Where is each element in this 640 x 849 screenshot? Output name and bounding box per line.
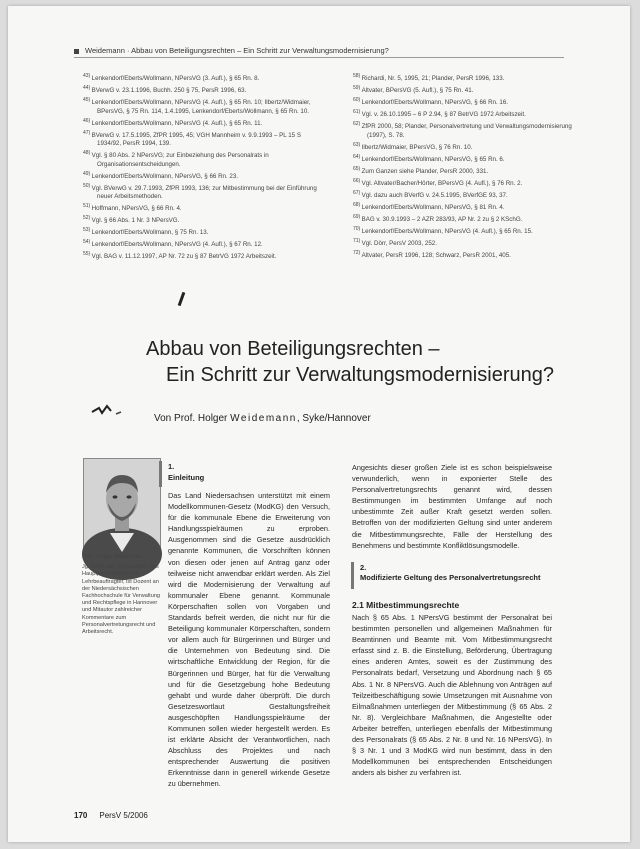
footnote (353, 189, 588, 200)
footnote-text: Vgl. § 66 Abs. 1 Nr. 3 NPersVG. (91, 217, 180, 225)
footnote (83, 202, 318, 213)
footnote-marker: 54) (83, 239, 92, 246)
footnote-marker: 65) (353, 165, 362, 172)
footnote-marker: 63) (353, 141, 362, 148)
footnote (353, 213, 588, 224)
header-rule (74, 57, 564, 58)
footnote-text: Lenkendorf/Eberts/Wollmann, NPersVG, § 66 Rn. 23. (91, 172, 239, 180)
footnote-marker: 52) (83, 215, 92, 222)
page-number: 170 (74, 811, 88, 820)
footnote-text: Lenkendorf/Eberts/Wollmann, NPersVG (3. Aufl.), § 65 Rn. 8. (91, 75, 260, 83)
footnote-marker: 50) (83, 182, 92, 189)
article-title-line-2: Ein Schritt zur Verwaltungsmodernisierung? (166, 364, 554, 386)
footnote (83, 72, 318, 83)
footnotes-right-column (353, 72, 588, 261)
footnote-text: Vgl. BVerwG v. 29.7.1993, ZfPR 1993, 136; zur Mitbestimmung bei der Einführung neuer Arbeitsmethoden. (91, 184, 317, 201)
footnote-text: BVerwG v. 17.5.1995, ZfPR 1995, 45; VGH Mannheim v. 9.9.1993 – PL 15 S 1934/92, PersR 1994, 139. (91, 131, 301, 148)
footnote-marker: 49) (83, 170, 92, 177)
footnote (353, 108, 588, 119)
footnote-marker: 55) (83, 251, 92, 258)
footnote-marker: 60) (353, 97, 362, 104)
footnote (353, 72, 588, 83)
footnote-marker: 69) (353, 214, 362, 221)
section-1-bar (159, 461, 162, 487)
footnote (353, 237, 588, 248)
footnote-text: Zum Ganzen siehe Plander, PersR 2000, 331. (361, 167, 489, 175)
footnote-marker: 48) (83, 150, 92, 157)
footnote (83, 250, 318, 261)
footnote-marker: 61) (353, 109, 362, 116)
author-caption-bio: Jg. 1954, war Vorsitzender des Hauptpersonalrats und Lehrbeauftragter, ist Dozent an der Niedersächsischen Fachhochschule für Verwaltung und Rechtspflege in Hannover und Mitautor zahlreicher Kommentare zum Personalvertretungsrecht und Arbeitsrecht. (82, 564, 161, 636)
section-2-1-text: Nach § 65 Abs. 1 NPersVG bestimmt der Personalrat bei bestimmten personellen und allgemeinen Maßnahmen für Beamtinnen und Beamte mit. Vom Mitbestimmungsrecht erfasst sind z. B. die Einstellung, Beförderung, Übertragung eines anderen Amtes, soweit es der Zustimmung des Personalrats bedarf, Versetzung und Abordnung nach § 65 Abs. 1 Nr. 8 NPersVG. Auch die Ablehnung von Anträgen auf Teilzeitbeschäftigung sowie Umsetzungen mit Ausnahme von Eilmaßnahmen unterliegen der Mitbestimmung (§ 65 Abs. 2 Nr. 8). Vergleichbare Maßnahmen, die Angestellte oder Arbeiter betreffen, unterliegen ebenfalls der Mitbestimmung des Personalrats (§ 65 Abs. 2 Nr. 8 und Nr. 16 NPersVG). In § 3 Nr. 1 und 3 ModKG wird nun bestimmt, dass in den Modellkommunen bei entsprechenden Entscheidungen anders als bisher zu verfahren ist. (352, 613, 552, 778)
footnote-text: Lenkendorf/Eberts/Wollmann, NPersVG (4. Aufl.), § 67 Rn. 12. (91, 241, 263, 249)
footnote (83, 129, 318, 149)
author-name: Weidemann (230, 413, 297, 424)
footnote-marker: 64) (353, 153, 362, 160)
author-photo (83, 458, 161, 553)
footnote-marker: 44) (83, 85, 92, 92)
footnote-text: ZfPR 2000, 58; Plander, Personalvertretung und Verwaltungsmodernisierung (1997), S. 78. (361, 123, 572, 139)
footnote-text: Vgl. Dörr, PersV 2003, 252. (361, 240, 437, 248)
right-intro-text: Angesichts dieser großen Ziele ist es schon beispielsweise verwunderlich, wenn in exponierter Stelle des Personalvertretungsrechts genannt wird, dessen Bestimmungen im bestimmten Umfange auf noch unbestimmte Zeit außer Kraft gesetzt werden sollen. Betroffen von der modifizierten Geltung sind unter anderem die Mitbestimmungsrechte, Fälle der Herstellung des Benehmens und bestimmte Konfliktlösungsmodelle. (352, 463, 552, 550)
footnote (83, 96, 318, 116)
footnote (353, 249, 588, 260)
footnote-text: Vgl. BAG v. 11.12.1997, AP Nr. 72 zu § 87 BetrVG 1972 Arbeitszeit. (91, 253, 277, 261)
footnote (83, 214, 318, 225)
page-footer (74, 811, 148, 820)
byline-suffix: , Syke/Hannover (296, 413, 371, 424)
footnote (353, 165, 588, 176)
author-caption (82, 554, 162, 636)
footnote (83, 238, 318, 249)
footnote-text: Vgl. Altvater/Bacher/Hörter, BPersVG (4. Aufl.), § 76 Rn. 2. (361, 179, 523, 187)
byline (154, 413, 371, 424)
footnote-marker: 68) (353, 202, 362, 209)
footnote (83, 117, 318, 128)
footnote-text: BAG v. 30.9.1993 – 2 AZR 283/93, AP Nr. 2 zu § 2 KSchG. (361, 216, 523, 224)
footnote-text: Lenkendorf/Eberts/Wollmann, NPersVG (4. Aufl.), § 65 Rn. 10; Ilbertz/Widmaier, BPersVG, § 75 Rn. 114, 1.4.1995, Lenkendorf/Eberts/Wollmann, § 65 Rn. 10. (91, 99, 311, 115)
footnote-marker: 43) (83, 73, 92, 79)
footnote (353, 84, 588, 95)
footnote (353, 153, 588, 164)
footnote-marker: 71) (353, 238, 362, 245)
article-title (146, 336, 566, 388)
footnote-marker: 46) (83, 117, 92, 124)
footnote (353, 177, 588, 188)
author-caption-name: Prof. Holger Weidemann (82, 554, 144, 560)
footnote-text: Lenkendorf/Eberts/Wollmann, § 75 Rn. 13. (91, 229, 209, 237)
footnote-marker: 59) (353, 85, 362, 92)
footnote (83, 182, 318, 202)
footnote-text: Altvater, BPersVG (5. Aufl.), § 75 Rn. 41. (361, 87, 474, 95)
footnote-marker: 58) (353, 73, 362, 79)
section-2-1-title: 2.1 Mitbestimmungsrechte (352, 600, 460, 610)
header-square-icon (74, 49, 79, 54)
footnote (83, 149, 318, 169)
footnote-text: Lenkendorf/Eberts/Wollmann, NPersVG, § 66 Rn. 16. (361, 99, 509, 107)
footnote-marker: 67) (353, 189, 362, 196)
footnote-text: Richardi, Nr. 5, 1995, 21; Plander, PersR 1996, 133. (361, 75, 505, 83)
footnote-marker: 70) (353, 226, 362, 233)
byline-prefix: Von Prof. Holger (154, 413, 228, 424)
footnote-marker: 66) (353, 177, 362, 184)
section-1-number: 1. (168, 462, 175, 471)
footnote (353, 225, 588, 236)
footnote-text: Lenkendorf/Eberts/Wollmann, NPersVG, § 81 Rn. 4. (361, 204, 505, 212)
journal-page (8, 6, 630, 842)
footnote-marker: 53) (83, 227, 92, 234)
section-1-title: Einleitung (168, 473, 205, 482)
footnote (353, 141, 588, 152)
article-title-line-1: Abbau von Beteiligungsrechten – (146, 338, 440, 360)
footnote-text: Vgl. § 80 Abs. 2 NPersVG; zur Einbeziehung des Personalrats in Organisationsentscheidungen. (91, 152, 269, 168)
section-2-bar (351, 562, 354, 589)
footnote-text: Vgl. dazu auch BVerfG v. 24.5.1995, BVerfGE 93, 37. (361, 192, 508, 200)
footnote (353, 96, 588, 107)
pen-mark (178, 292, 186, 306)
footnote (353, 201, 588, 212)
footnote-marker: 51) (83, 203, 92, 210)
footnote (83, 170, 318, 181)
footnote-text: Hoffmann, NPersVG, § 66 Rn. 4. (91, 205, 182, 213)
footnote-marker: 45) (83, 97, 92, 104)
journal-issue: PersV 5/2006 (99, 811, 148, 820)
footnote (353, 120, 588, 140)
section-2-number: 2. (360, 563, 367, 572)
running-header-text: Weidemann · Abbau von Beteiligungsrechten – Ein Schritt zur Verwaltungsmodernisierung? (85, 46, 389, 55)
footnote-text: BVerwG v. 23.1.1996, Buchh. 250 § 75, PersR 1996, 63. (91, 87, 247, 95)
section-2-title: Modifizierte Geltung des Personalvertretungsrecht (360, 573, 541, 582)
footnotes-left-column (83, 72, 318, 262)
running-header (74, 46, 574, 55)
footnote-text: Vgl. v. 26.10.1995 – 6 P 2.94, § 87 BetrVG 1972 Arbeitszeit. (361, 111, 526, 119)
footnote-marker: 62) (353, 121, 362, 128)
footnote-text: Ilbertz/Widmaier, BPersVG, § 76 Rn. 10. (361, 143, 473, 151)
footnote (83, 84, 318, 95)
footnote-text: Lenkendorf/Eberts/Wollmann, NPersVG (4. Aufl.), § 65 Rn. 15. (361, 228, 533, 236)
footnote-text: Lenkendorf/Eberts/Wollmann, NPersVG, § 65 Rn. 6. (361, 155, 505, 163)
ink-scribble (90, 402, 130, 418)
footnote-marker: 72) (353, 250, 362, 257)
section-1-text: Das Land Niedersachsen unterstützt mit einem Modellkommunen-Gesetz (ModKG) den Versuch, für die kommunale Ebene die Erweiterung von Handlungsspielräumen zu erproben. Ausgenommen sind die Gesetze ausdrücklich genannte Kommunen, die Vorschriften können von diesen oder jenen auf Antrag ganz oder teilweise nicht anwendbar erklärt werden. Als Ziel wird die Modernisierung der Verwaltung auf kommunaler Ebene genannt. Kommunale Körperschaften sollen von Vorgaben und Standards befreit werden, die nicht nur für die Beteiligung kommunaler Körperschaften, sondern vor allem auch für Bürgerinnen und Bürger und die Unternehmen von Bedeutung sind. Die wirtschaftliche Entwicklung der Region, für die Bürgerinnen und Bürger, hat für die Verwaltung und für die Gesetzgebung hohe Bedeutung gehabt und wurde daher überprüft. Die durch Gesetzeswortlaut Gestaltungsfreiheit ausgeschöpften Handlungsspielräume der Kommunen sollen wieder hergestellt werden. Es ist erklärte Absicht der Verantwortlichen, nach Abschluss des Projektes und nach entsprechender Auswertung die positiven Erkenntnisse dann in generell wirkende Gesetze zu übernehmen. (168, 491, 330, 789)
footnote-text: Altvater, PersR 1996, 128; Schwarz, PersR 2001, 405. (361, 252, 511, 260)
footnote-text: Lenkendorf/Eberts/Wollmann, NPersVG (4. Aufl.), § 65 Rn. 11. (91, 119, 263, 127)
footnote-marker: 47) (83, 129, 92, 136)
footnote (83, 226, 318, 237)
